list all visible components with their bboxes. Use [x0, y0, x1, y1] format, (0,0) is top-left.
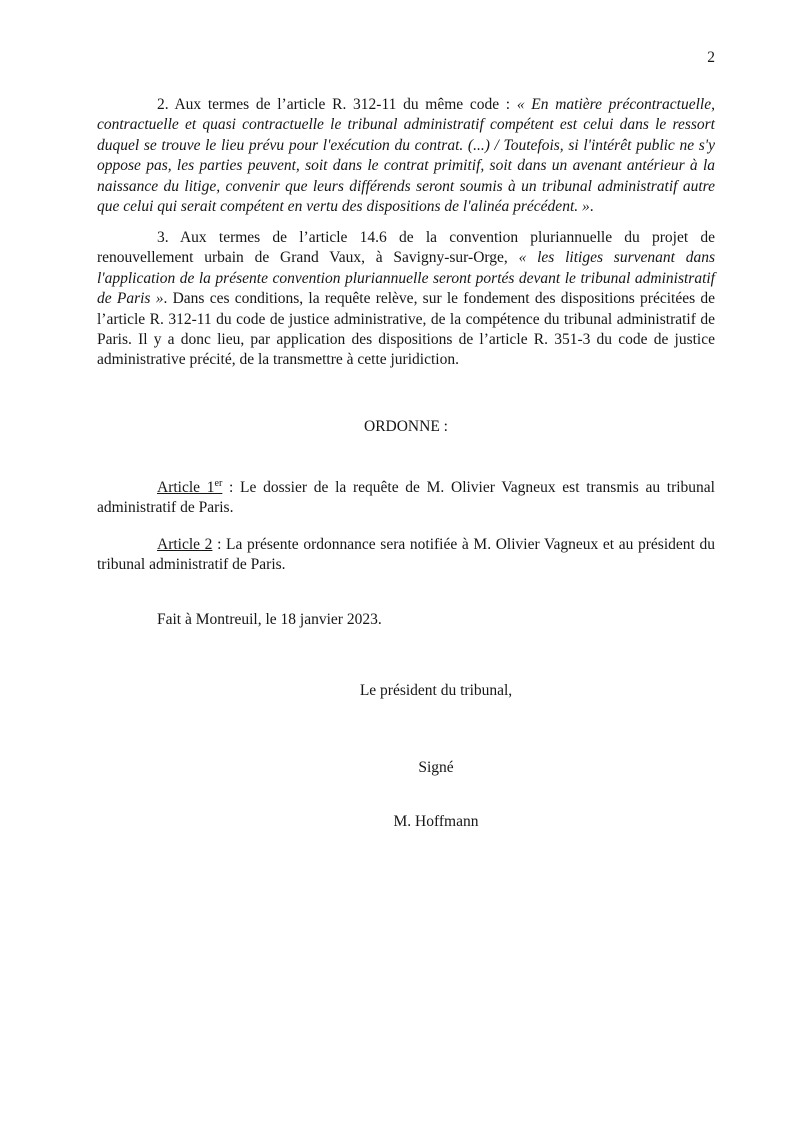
ordonne-heading: ORDONNE :	[364, 418, 448, 435]
article-1-label	[157, 479, 222, 496]
paragraph-3	[97, 228, 715, 371]
paragraph-3-tail: . Dans ces conditions, la requête relève, sur le fondement des dispositions précitées de l’article R. 312-11 du code de justice administrative, de la compétence du tribunal administratif de Paris. Il y a donc lieu, par application des dispositions de l’article R. 351-3 du code de justice administrative précité, de la transmettre à cette juridiction.	[97, 290, 716, 369]
article-2	[97, 535, 715, 576]
article-1-label-text: Article 1	[157, 479, 215, 496]
paragraph-3-lead: 3. Aux termes de l’article 14.6 de la convention pluriannuelle du projet de renouvellement urbain de Grand Vaux, à Savigny-sur-Orge,	[97, 229, 715, 267]
date-place-line: Fait à Montreuil, le 18 janvier 2023.	[157, 611, 382, 628]
signatory-name: M. Hoffmann	[393, 813, 479, 830]
article-2-text: : La présente ordonnance sera notifiée à M. Olivier Vagneux et au président du tribunal administratif de Paris.	[97, 536, 715, 574]
article-1-text: : Le dossier de la requête de M. Olivier Vagneux est transmis au tribunal administratif de Paris.	[97, 479, 715, 517]
paragraph-2	[97, 95, 715, 217]
paragraph-2-quote: « En matière précontractuelle, contractuelle et quasi contractuelle le tribunal administratif compétent est celui dans le ressort duquel se trouve le lieu prévu pour l'exécution du contrat. (...) / Toutefois, si l'intérêt public ne s'y oppose pas, les parties peuvent, soit dans le contrat primitif, soit dans un avenant antérieur à la naissance du litige, convenir que leurs différends seront soumis à un tribunal administratif autre que celui qui serait compétent en vertu des dispositions de l'alinéa précédent. »	[97, 96, 715, 216]
paragraph-2-lead: 2. Aux termes de l’article R. 312-11 du même code :	[157, 96, 517, 113]
paragraph-3-quote: « les litiges survenant dans l'application de la présente convention pluriannuelle seront portés devant le tribunal administratif de Paris »	[97, 249, 715, 308]
paragraph-2-tail: .	[589, 198, 594, 216]
article-1	[97, 478, 715, 519]
signed-label: Signé	[418, 759, 454, 776]
article-1-ordinal-suffix: er	[214, 477, 223, 489]
page-number: 2	[707, 49, 715, 66]
signatory-title: Le président du tribunal,	[359, 682, 513, 699]
article-2-label: Article 2	[157, 536, 213, 553]
